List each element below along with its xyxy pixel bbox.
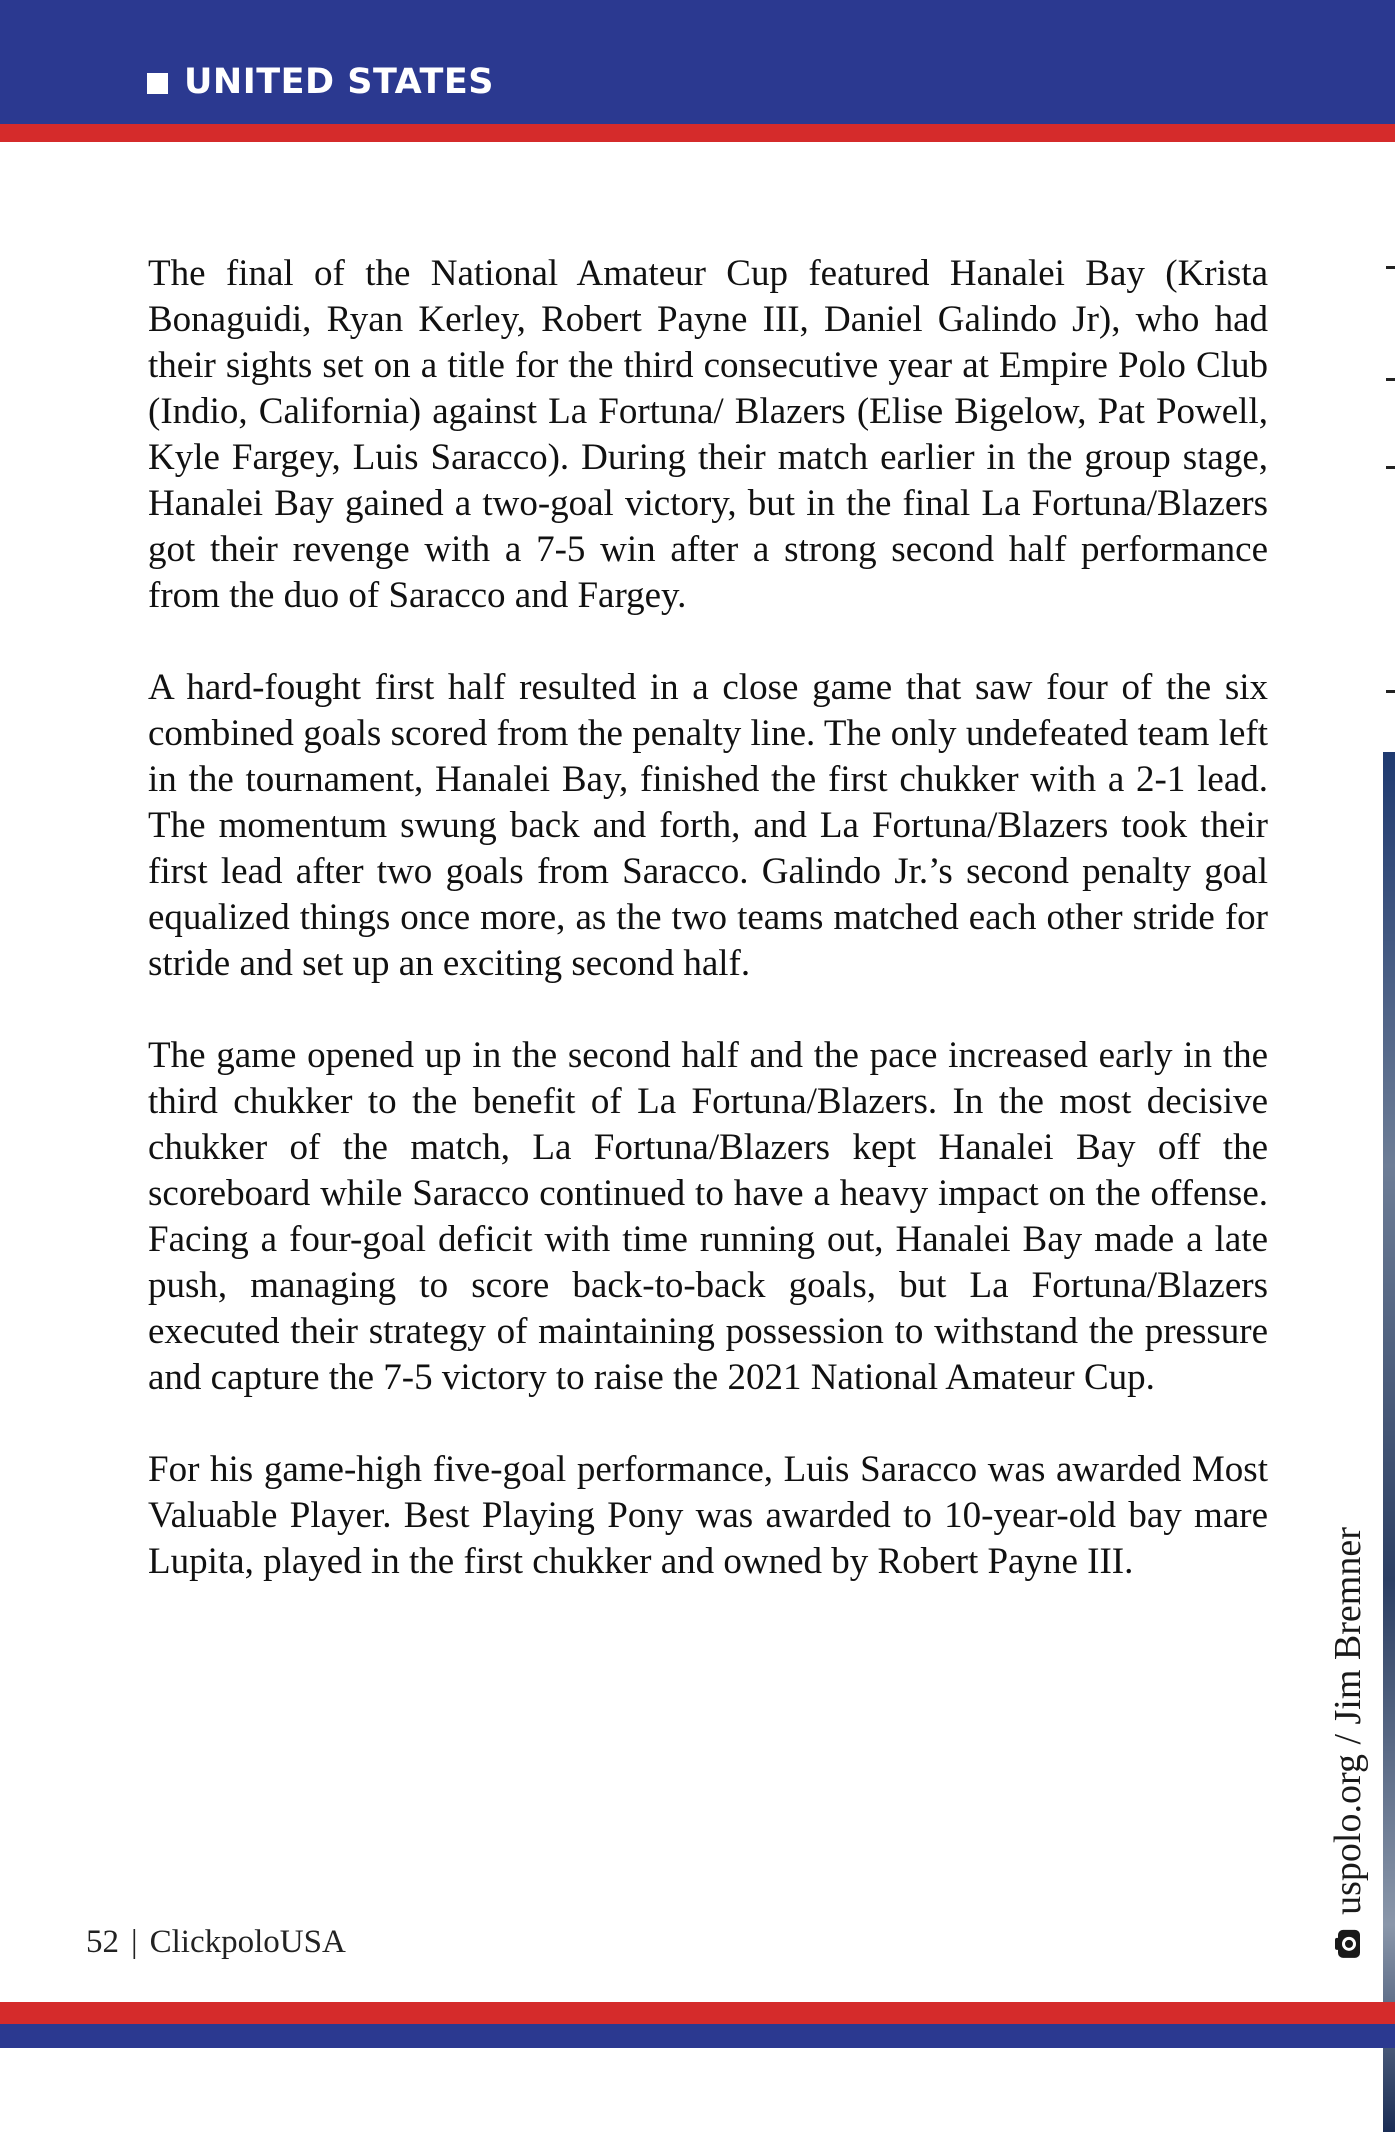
edge-mark <box>1386 466 1395 469</box>
header-red-stripe <box>0 124 1395 142</box>
photo-credit-text: uspolo.org / Jim Bremner <box>1327 1527 1369 1915</box>
page-number: 52 <box>86 1924 119 1960</box>
edge-mark <box>1386 690 1395 693</box>
article-paragraph-4: For his game-high five-goal performance, Luis Saracco was awarded Most Valuable Player. Best Playing Pony was awarded to 10-year-old bay mare Lupita, played in the first chukker and owned by Robert Payne III. <box>148 1449 1268 1582</box>
publication-name: ClickpoloUSA <box>149 1924 346 1960</box>
article-paragraph-1: The final of the National Amateur Cup featured Hanalei Bay (Krista Bonaguidi, Ryan Kerley, Robert Payne III, Daniel Galindo Jr), who had their sights set on a title for the third consecutive year at Empire Polo Club (Indio, California) against La Fortuna/ Blazers (Elise Bigelow, Pat Powell, Kyle Fargey, Luis Saracco). During their match earlier in the group stage, Hanalei Bay gained a two-goal victory, but in the final La Fortuna/Blazers got their revenge with a 7-5 win after a strong second half performance from the duo of Saracco and Fargey. <box>148 253 1268 616</box>
section-marker-square <box>147 73 168 94</box>
edge-mark <box>1386 378 1395 381</box>
photo-credit <box>1326 1527 1370 1959</box>
article-paragraph-3: The game opened up in the second half and the pace increased early in the third chukker to the benefit of La Fortuna/Blazers. In the most decisive chukker of the match, La Fortuna/Blazers kept Hanalei Bay off the scoreboard while Saracco continued to have a heavy impact on the offense. Facing a four-goal deficit with time running out, Hanalei Bay made a late push, managing to score back-to-back goals, but La Fortuna/Blazers executed their strategy of maintaining possession to withstand the pressure and capture the 7-5 victory to raise the 2021 National Amateur Cup. <box>148 1035 1268 1398</box>
folio-separator: | <box>131 1924 138 1960</box>
camera-icon <box>1333 1929 1363 1959</box>
section-label: UNITED STATES <box>184 62 494 102</box>
article-body <box>148 251 1268 1631</box>
footer-band <box>0 2024 1395 2048</box>
adjacent-photo-edge <box>1383 752 1395 2132</box>
edge-mark <box>1386 266 1395 269</box>
article-paragraph-2: A hard-fought first half resulted in a close game that saw four of the six combined goals scored from the penalty line. The only undefeated team left in the tournament, Hanalei Bay, finished the first chukker with a 2-1 lead. The momentum swung back and forth, and La Fortuna/Blazers took their first lead after two goals from Saracco. Galindo Jr.’s second penalty goal equalized things once more, as the two teams matched each other stride for stride and set up an exciting second half. <box>148 667 1268 984</box>
page-folio <box>86 1924 346 1961</box>
footer-red-stripe <box>0 2002 1395 2024</box>
